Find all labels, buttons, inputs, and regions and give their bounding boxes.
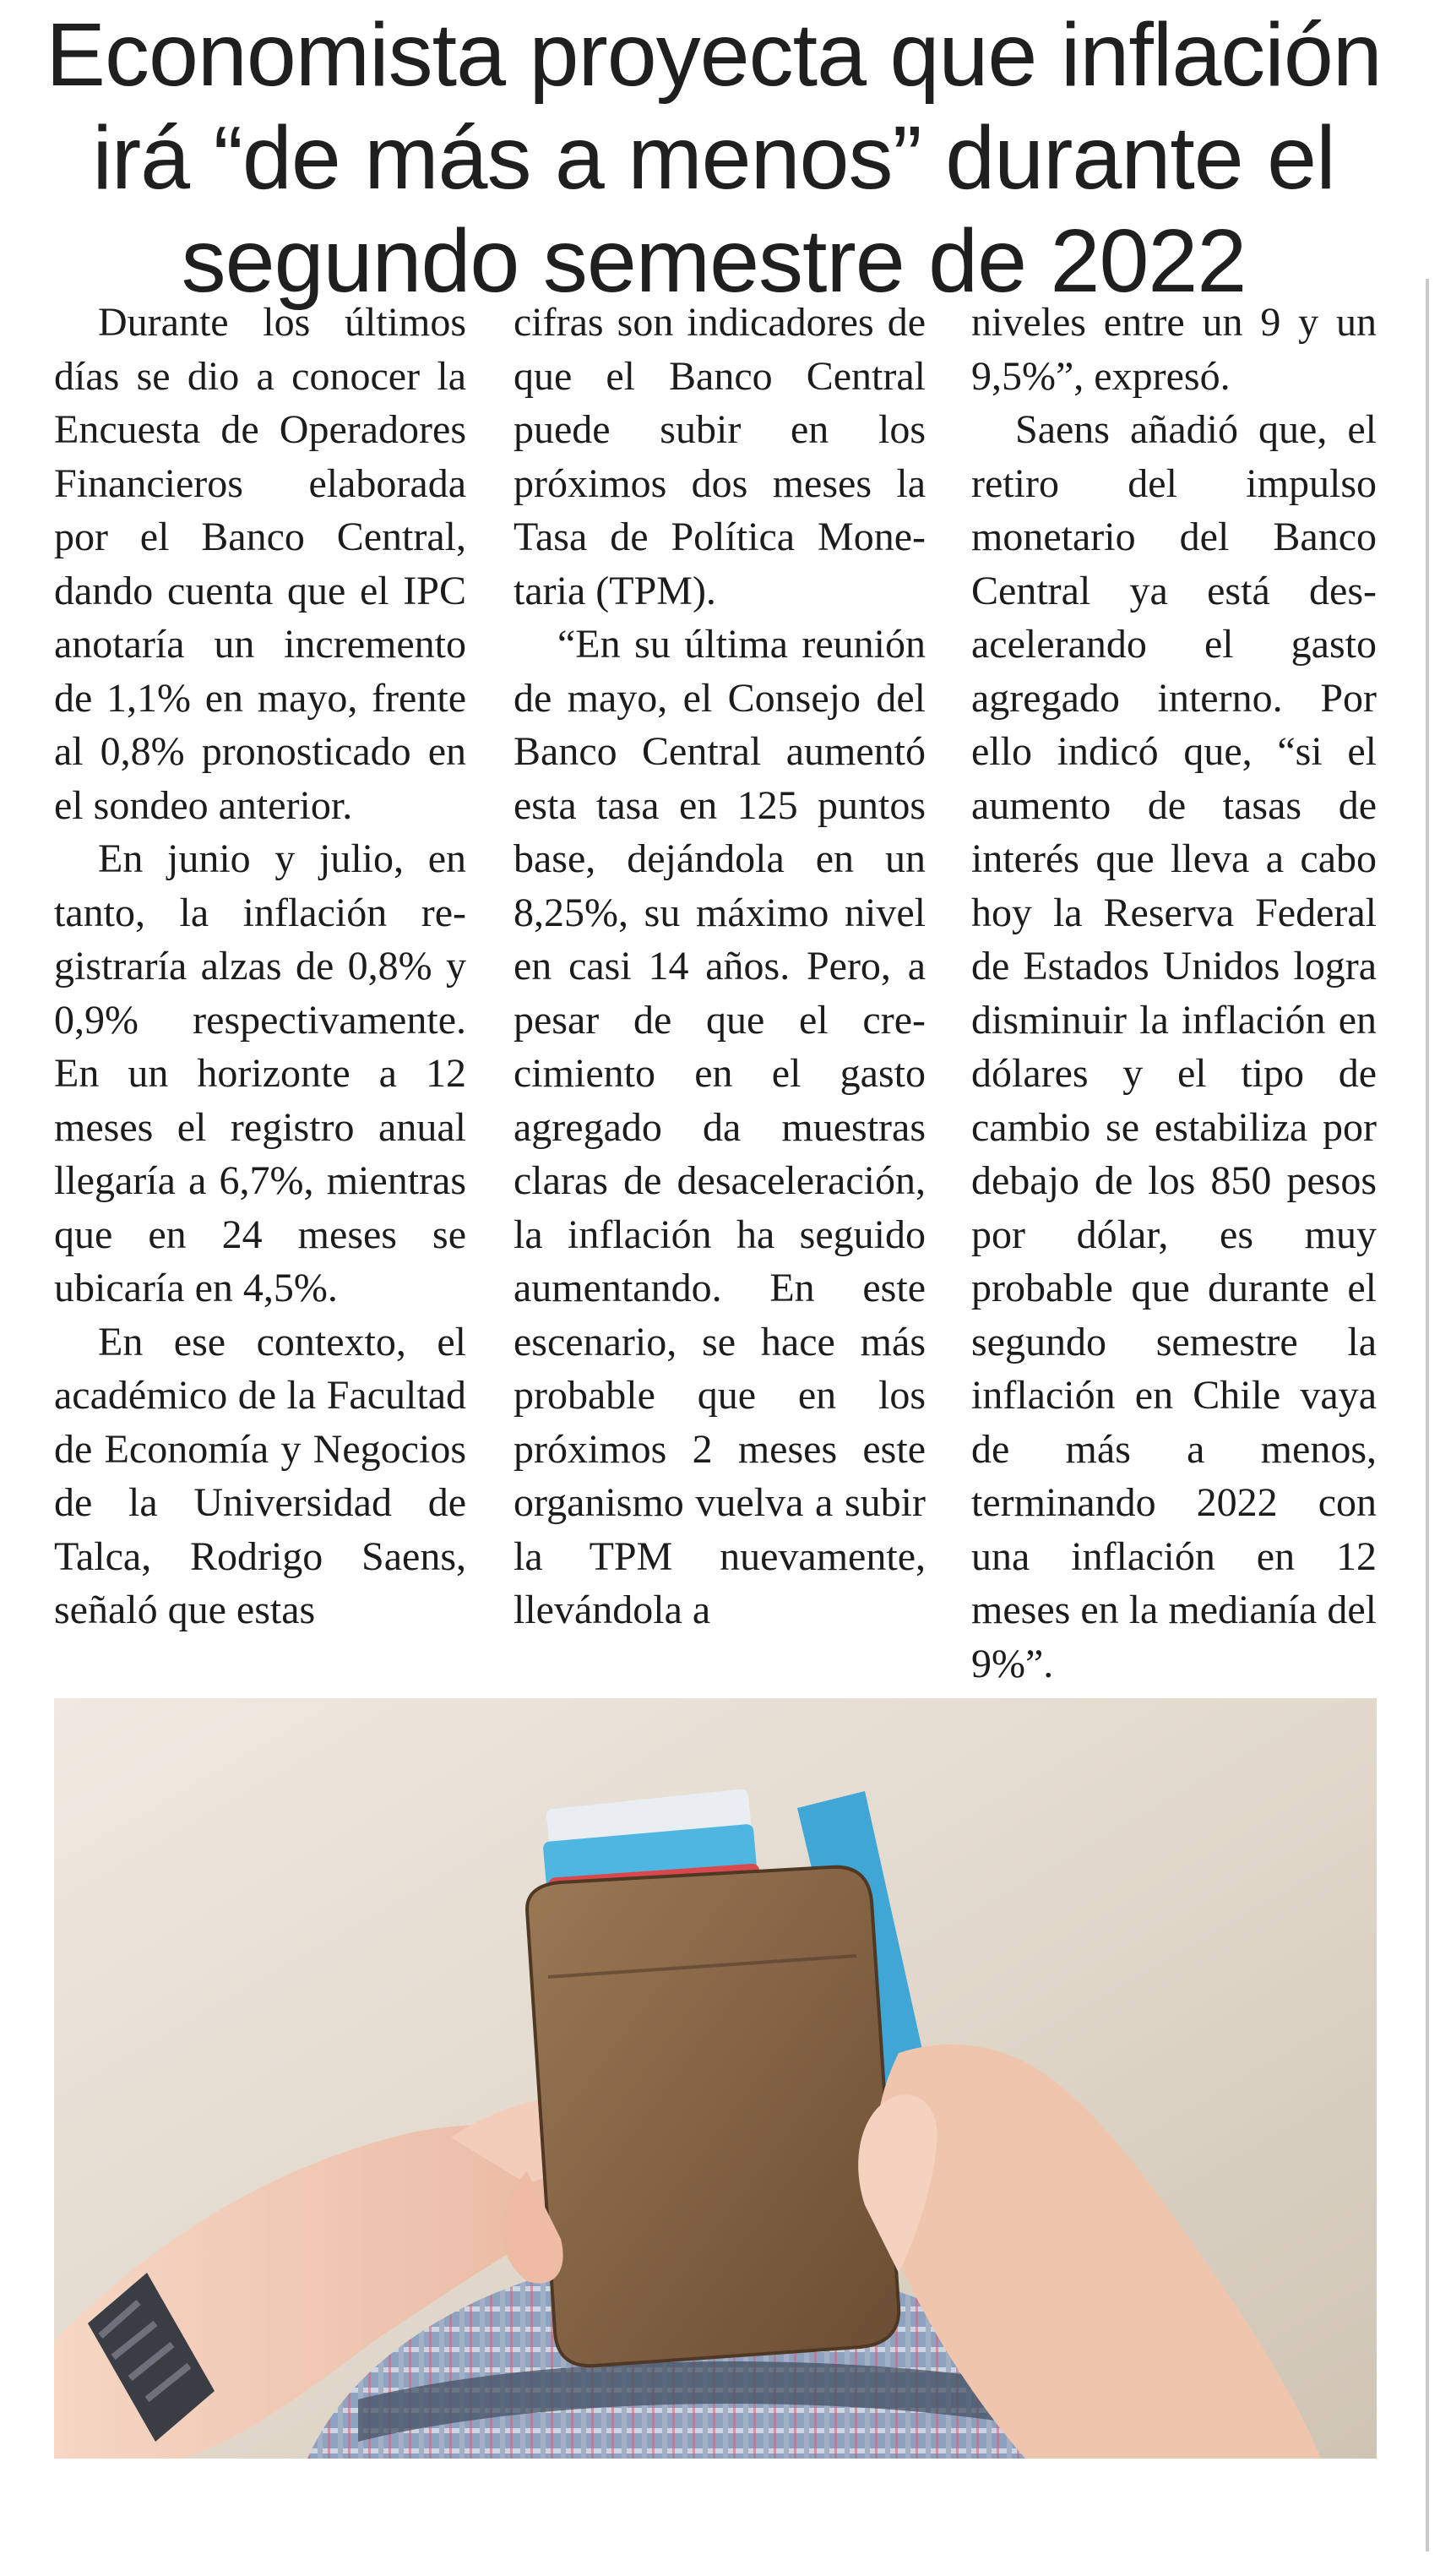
paragraph: Durante los últimos días se dio a conocer la Encuesta de Operadores Financieros elaborada por el Banco Central, dando cuenta que el IPC anotaría un incremento de 1,1% en mayo, frente al 0,8% pronosticado en el sondeo anterior. [54, 300, 466, 828]
paragraph: Saens añadió que, el retiro del impulso monetario del Banco Central ya está desacelerando el gasto agregado interno. Por ello indicó que, “si el aumento de tasas de interés que lleva a cabo hoy la Reserva Federal de Estados Unidos logra disminuir la inflación en dólares y el tipo de cambio se estabiliza por debajo de los 850 pesos por dólar, es muy probable que durante el segundo semestre la inflación en Chile vaya de más a menos, terminando 2022 con una inflación en 12 meses en la medianía del 9%”. [971, 407, 1377, 1686]
headline: Economista proyecta que inflación irá “de más a menos” durante el segundo semestre de 2022 [46, 5, 1382, 311]
paragraph-continued: niveles entre un 9 y un 9,5%”, expresó. [971, 300, 1377, 399]
paragraph: “En su última reunión de mayo, el Consejo del Banco Central aumentó esta tasa en 125 puntos base, dejándola en un 8,25%, su máximo nivel en casi 14 años. Pero, a pesar de que el crecimiento en el gasto agregado da muestras claras de desaceleración, la inflación ha seguido aumentando. En este escenario, se hace más probable que en los próximos 2 meses este organismo vuelva a subir la TPM nuevamente, llevándola a [514, 622, 926, 1632]
article-photo [54, 1698, 1377, 2459]
paragraph-continued: cifras son indicadores de que el Banco Central puede subir en los próximos dos meses la Tasa de Política Monetaria (TPM). [514, 300, 926, 613]
paragraph: En junio y julio, en tanto, la inflación registraría alzas de 0,8% y 0,9% respectivamente. En un horizonte a 12 meses el registro anual llegaría a 6,7%, mientras que en 24 meses se ubicaría en 4,5%. [54, 836, 466, 1310]
page-edge-rule [1426, 279, 1429, 2551]
wallet [527, 1867, 899, 2366]
article-column-3 [971, 296, 1377, 1691]
article-column-1 [54, 296, 466, 1637]
article-column-2 [514, 296, 926, 1637]
paragraph: En ese contexto, el académico de la Facultad de Economía y Negocios de la Universidad de Talca, Rodrigo Saens, señaló que estas [54, 1319, 466, 1632]
